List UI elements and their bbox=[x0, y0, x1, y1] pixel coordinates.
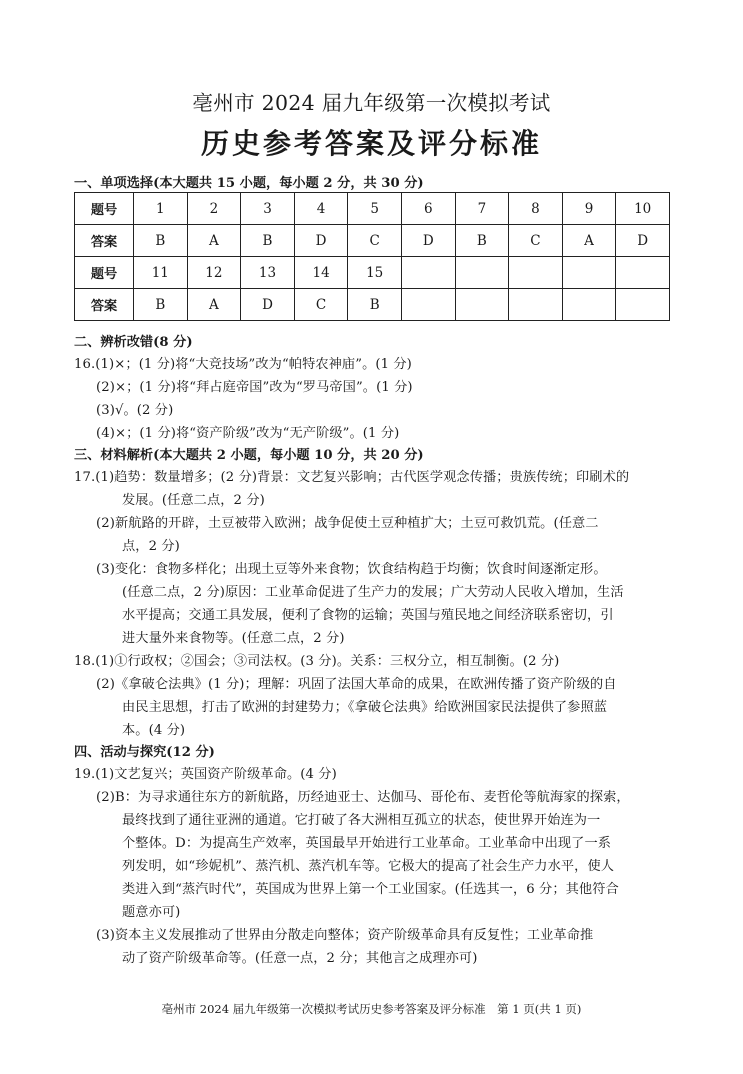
row-label-answer: 答案 bbox=[75, 289, 134, 321]
section-4-heading: 四、活动与探究(12 分) bbox=[74, 745, 215, 760]
table-cell: 3 bbox=[241, 193, 295, 225]
exam-title: 亳州市 2024 届九年级第一次模拟考试 bbox=[192, 91, 551, 115]
table-cell: 1 bbox=[134, 193, 188, 225]
answer-line: 题意亦可) bbox=[122, 905, 181, 920]
section-1-heading: 一、单项选择(本大题共 15 小题，每小题 2 分，共 30 分) bbox=[74, 176, 424, 191]
row-label-question-no: 题号 bbox=[75, 193, 134, 225]
section-3-heading: 三、材料解析(本大题共 2 小题，每小题 10 分，共 20 分) bbox=[74, 448, 424, 463]
table-cell: 12 bbox=[187, 257, 241, 289]
table-cell: 6 bbox=[401, 193, 455, 225]
answer-line: 19.(1)文艺复兴；英国资产阶级革命。(4 分) bbox=[74, 767, 337, 782]
answer-line: 进大量外来食物等。(任意二点，2 分) bbox=[122, 631, 345, 646]
table-cell: 9 bbox=[562, 193, 616, 225]
table-cell: A bbox=[187, 225, 241, 257]
document-title: 历史参考答案及评分标准 bbox=[200, 127, 542, 160]
answer-line: 类进入到“蒸汽时代”，英国成为世界上第一个工业国家。(任选其一，6 分；其他符合 bbox=[122, 882, 619, 897]
table-cell: B bbox=[455, 225, 509, 257]
table-cell bbox=[562, 257, 616, 289]
answer-line: 17.(1)趋势：数量增多；(2 分)背景：文艺复兴影响；古代医学观念传播；贵族传统；印刷术的 bbox=[74, 470, 630, 485]
answer-line: 列发明，如“珍妮机”、蒸汽机、蒸汽机车等。它极大的提高了社会生产力水平，使人 bbox=[122, 859, 615, 874]
table-row bbox=[75, 257, 670, 289]
answer-line: (3)资本主义发展推动了世界由分散走向整体；资产阶级革命具有反复性；工业革命推 bbox=[96, 928, 594, 943]
table-cell: D bbox=[401, 225, 455, 257]
answer-table bbox=[74, 192, 670, 321]
table-cell: 11 bbox=[134, 257, 188, 289]
table-cell bbox=[401, 289, 455, 321]
table-cell: C bbox=[294, 289, 348, 321]
table-cell: B bbox=[241, 225, 295, 257]
table-cell: A bbox=[562, 225, 616, 257]
table-cell bbox=[401, 257, 455, 289]
table-cell: 5 bbox=[348, 193, 402, 225]
answer-line: 个整体。D：为提高生产效率，英国最早开始进行工业革命。工业革命中出现了一系 bbox=[122, 836, 612, 851]
table-cell: 15 bbox=[348, 257, 402, 289]
table-cell bbox=[509, 289, 563, 321]
table-cell bbox=[562, 289, 616, 321]
table-cell: 8 bbox=[509, 193, 563, 225]
answer-line: (任意二点，2 分)原因：工业革命促进了生产力的发展；广大劳动人民收入增加，生活 bbox=[122, 585, 624, 600]
table-cell: 13 bbox=[241, 257, 295, 289]
table-cell: 2 bbox=[187, 193, 241, 225]
table-row bbox=[75, 225, 670, 257]
table-cell: D bbox=[241, 289, 295, 321]
answer-line: (3)√。(2 分) bbox=[96, 403, 174, 418]
answer-line: 水平提高；交通工具发展，便利了食物的运输；英国与殖民地之间经济联系密切，引 bbox=[122, 608, 614, 623]
page-footer: 亳州市 2024 届九年级第一次模拟考试历史参考答案及评分标准 第 1 页(共 1 页) bbox=[161, 1002, 582, 1016]
answer-line: 18.(1)①行政权；②国会；③司法权。(3 分)。关系：三权分立，相互制衡。(2 分) bbox=[74, 654, 560, 669]
answer-line: (2)《拿破仑法典》(1 分)；理解：巩固了法国大革命的成果，在欧洲传播了资产阶级的自 bbox=[96, 677, 617, 692]
table-cell: B bbox=[348, 289, 402, 321]
table-cell bbox=[616, 257, 670, 289]
table-cell bbox=[455, 289, 509, 321]
table-cell bbox=[509, 257, 563, 289]
answer-line: (2)新航路的开辟，土豆被带入欧洲；战争促使土豆种植扩大；土豆可救饥荒。(任意二 bbox=[96, 516, 599, 531]
table-row bbox=[75, 289, 670, 321]
answer-line: (2)×；(1 分)将“拜占庭帝国”改为“罗马帝国”。(1 分) bbox=[96, 380, 413, 395]
section-2-heading: 二、辨析改错(8 分) bbox=[74, 335, 193, 350]
answer-line: 最终找到了通往亚洲的通道。它打破了各大洲相互孤立的状态，使世界开始连为一 bbox=[122, 813, 601, 828]
row-label-answer: 答案 bbox=[75, 225, 134, 257]
answer-line: (3)变化：食物多样化；出现土豆等外来食物；饮食结构趋于均衡；饮食时间逐渐定形。 bbox=[96, 562, 607, 577]
answer-line: (4)×；(1 分)将“资产阶级”改为“无产阶级”。(1 分) bbox=[96, 426, 400, 441]
table-cell: C bbox=[348, 225, 402, 257]
answer-line: 动了资产阶级革命等。(任意一点，2 分；其他言之成理亦可) bbox=[122, 951, 478, 966]
answer-line: 发展。(任意二点，2 分) bbox=[122, 493, 265, 508]
table-cell: 14 bbox=[294, 257, 348, 289]
table-cell: A bbox=[187, 289, 241, 321]
table-row bbox=[75, 193, 670, 225]
answer-line: 本。(4 分) bbox=[122, 723, 186, 738]
table-cell: D bbox=[294, 225, 348, 257]
answer-line: 由民主思想，打击了欧洲的封建势力；《拿破仑法典》给欧洲国家民法提供了参照蓝 bbox=[122, 700, 608, 715]
answer-line: (2)B：为寻求通往东方的新航路，历经迪亚士、达伽马、哥伦布、麦哲伦等航海家的探索， bbox=[96, 790, 630, 805]
table-cell: D bbox=[616, 225, 670, 257]
table-cell: 4 bbox=[294, 193, 348, 225]
table-cell: 10 bbox=[616, 193, 670, 225]
table-cell bbox=[455, 257, 509, 289]
table-cell: B bbox=[134, 225, 188, 257]
row-label-question-no: 题号 bbox=[75, 257, 134, 289]
table-cell: C bbox=[509, 225, 563, 257]
table-cell: 7 bbox=[455, 193, 509, 225]
table-cell bbox=[616, 289, 670, 321]
answer-line: 16.(1)×；(1 分)将“大竞技场”改为“帕特农神庙”。(1 分) bbox=[74, 357, 412, 372]
answer-line: 点，2 分) bbox=[122, 539, 180, 554]
table-cell: B bbox=[134, 289, 188, 321]
